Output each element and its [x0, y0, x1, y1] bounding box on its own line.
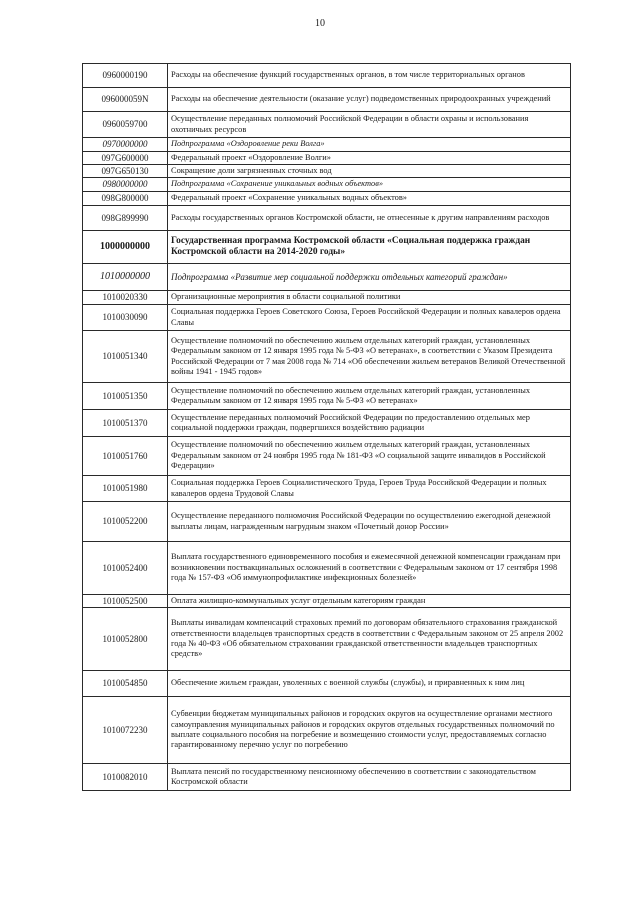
table-row — [83, 502, 571, 542]
table-row — [83, 671, 571, 697]
row-code: 1010072230 — [83, 697, 168, 764]
row-description: Осуществление переданного полномочия Российской Федерации по осуществлению ежегодной денежной выплаты лицам, награжденным нагрудным знаком «Почетный донор России» — [168, 502, 571, 542]
row-code: 097G600000 — [83, 152, 168, 165]
row-code: 1010051340 — [83, 331, 168, 383]
row-description: Расходы на обеспечение функций государственных органов, в том числе территориальных органов — [168, 64, 571, 88]
row-description: Осуществление переданных полномочий Российской Федерации по предоставлению отдельных мер социальной поддержки граждан, подвергшихся воздействию радиации — [168, 410, 571, 437]
table-row — [83, 165, 571, 178]
table-row — [83, 178, 571, 192]
table-row — [83, 476, 571, 502]
row-description: Субвенции бюджетам муниципальных районов и городских округов на осуществление органами местного самоуправления муниципальных районов и городских округов отдельных государственных полномочий по выплате социального пособия на погребение и возмещению стоимости услуг, предоставляемых согласно гарантированному перечню услуг по погребению — [168, 697, 571, 764]
row-description: Выплата государственного единовременного пособия и ежемесячной денежной компенсации гражданам при возникновении поствакцинальных осложнений в соответствии с Федеральным законом от 17 сентября 1998 года № 157-ФЗ «Об иммунопрофилактике инфекционных болезней» — [168, 542, 571, 595]
row-code: 1010052800 — [83, 608, 168, 671]
row-description: Оплата жилищно-коммунальных услуг отдельным категориям граждан — [168, 595, 571, 608]
row-description: Обеспечение жильем граждан, уволенных с военной службы (службы), и приравненных к ним лиц — [168, 671, 571, 697]
row-description: Осуществление полномочий по обеспечению жильем отдельных категорий граждан, установленных Федеральным законом от 12 января 1995 года № 5-ФЗ «О ветеранах» — [168, 383, 571, 410]
row-description: Расходы на обеспечение деятельности (оказание услуг) подведомственных природоохранных учреждений — [168, 88, 571, 112]
budget-codes-table — [82, 63, 571, 791]
row-description: Социальная поддержка Героев Социалистического Труда, Героев Труда Российской Федерации и полных кавалеров ордена Трудовой Славы — [168, 476, 571, 502]
row-description: Расходы государственных органов Костромской области, не отнесенные к другим направлениям расходов — [168, 206, 571, 231]
table-row — [83, 112, 571, 138]
table-row — [83, 764, 571, 791]
row-code: 098G800000 — [83, 192, 168, 206]
row-description: Осуществление полномочий по обеспечению жильем отдельных категорий граждан, установленных Федеральным законом от 24 ноября 1995 года № 181-ФЗ «О социальной защите инвалидов в Российской Федерации» — [168, 437, 571, 476]
table-row — [83, 264, 571, 291]
row-code: 1010051350 — [83, 383, 168, 410]
table-row — [83, 542, 571, 595]
row-code: 1010054850 — [83, 671, 168, 697]
row-code: 1010051760 — [83, 437, 168, 476]
table-row — [83, 88, 571, 112]
table-row — [83, 64, 571, 88]
row-description: Выплаты инвалидам компенсаций страховых премий по договорам обязательного страхования гражданской ответственности владельцев транспортных средств в соответствии с Федеральным законом от 25 апреля 2002 года № 40-ФЗ «Об обязательном страховании гражданской ответственности владельцев транспортных средств» — [168, 608, 571, 671]
row-code: 098G899990 — [83, 206, 168, 231]
row-description: Подпрограмма «Оздоровление реки Волга» — [168, 138, 571, 152]
table-row — [83, 383, 571, 410]
row-description: Выплата пенсий по государственному пенсионному обеспечению в соответствии с законодательством Костромской области — [168, 764, 571, 791]
row-code: 0960059700 — [83, 112, 168, 138]
row-code: 0970000000 — [83, 138, 168, 152]
table-row — [83, 231, 571, 264]
row-description: Организационные мероприятия в области социальной политики — [168, 291, 571, 305]
table-row — [83, 595, 571, 608]
row-code: 1010020330 — [83, 291, 168, 305]
table-row — [83, 291, 571, 305]
row-code: 097G650130 — [83, 165, 168, 178]
row-description: Социальная поддержка Героев Советского Союза, Героев Российской Федерации и полных кавалеров ордена Славы — [168, 305, 571, 331]
row-description: Федеральный проект «Оздоровление Волги» — [168, 152, 571, 165]
table-row — [83, 305, 571, 331]
table-row — [83, 138, 571, 152]
row-code: 1010030090 — [83, 305, 168, 331]
table-row — [83, 152, 571, 165]
page-number: 10 — [315, 18, 325, 29]
row-description: Государственная программа Костромской области «Социальная поддержка граждан Костромской области на 2014-2020 годы» — [168, 231, 571, 264]
row-description: Осуществление переданных полномочий Российской Федерации в области охраны и использования охотничьих ресурсов — [168, 112, 571, 138]
table-row — [83, 697, 571, 764]
row-code: 0980000000 — [83, 178, 168, 192]
row-description: Сокращение доли загрязненных сточных вод — [168, 165, 571, 178]
row-description: Федеральный проект «Сохранение уникальных водных объектов» — [168, 192, 571, 206]
row-code: 096000059N — [83, 88, 168, 112]
row-code: 1010052400 — [83, 542, 168, 595]
row-code: 1010052500 — [83, 595, 168, 608]
table-row — [83, 206, 571, 231]
table-row — [83, 331, 571, 383]
row-code: 1010082010 — [83, 764, 168, 791]
row-code: 1000000000 — [83, 231, 168, 264]
row-code: 1010051370 — [83, 410, 168, 437]
table-row — [83, 608, 571, 671]
row-description: Подпрограмма «Развитие мер социальной поддержки отдельных категорий граждан» — [168, 264, 571, 291]
row-code: 0960000190 — [83, 64, 168, 88]
row-code: 1010000000 — [83, 264, 168, 291]
table-row — [83, 192, 571, 206]
row-code: 1010051980 — [83, 476, 168, 502]
table-row — [83, 437, 571, 476]
table-row — [83, 410, 571, 437]
row-description: Подпрограмма «Сохранение уникальных водных объектов» — [168, 178, 571, 192]
row-code: 1010052200 — [83, 502, 168, 542]
row-description: Осуществление полномочий по обеспечению жильем отдельных категорий граждан, установленных Федеральным законом от 12 января 1995 года № 5-ФЗ «О ветеранах», в соответствии с Указом Президента Российской Федерации от 7 мая 2008 года № 714 «Об обеспечении жильем ветеранов Великой Отечественной войны 1941 - 1945 годов» — [168, 331, 571, 383]
